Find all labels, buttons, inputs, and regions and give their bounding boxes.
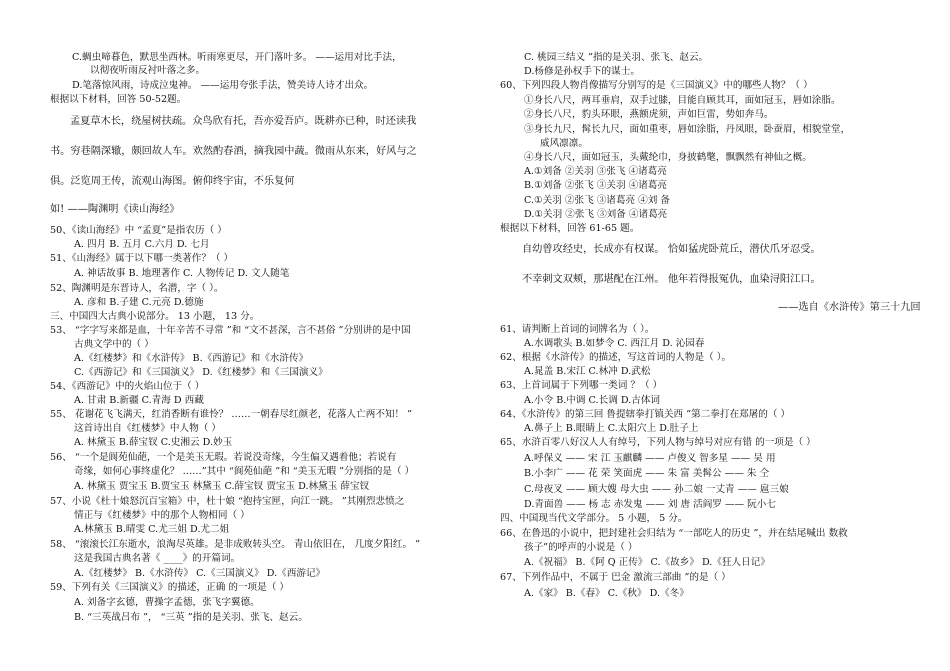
text-line: 根据以下材料，回答 61-65 题。 [500,223,640,234]
text-line: ①身长八尺，两耳垂肩，双手过膝，目能自顾其耳，面如冠玉，唇如涂脂。 [524,95,841,106]
text-line: 66、在鲁迅的小说中，把封建社会归结为 “一部吃人的历史 ”，并在结尾喊出 数救 [500,528,848,539]
text-line: 不幸刺文双颊，那堪配在江州。 他年若得报冤仇，血染浔阳江口。 [522,274,821,285]
text-line: A.小令 B.中调 C.长调 D.古体词 [524,395,661,406]
text-line: 59、下列有关《三国演义》的描述，正确 的一项是（ ） [50,582,289,593]
text-line: A. 刘备字玄德，曹操字孟德，张飞字翼德。 [74,597,260,608]
text-line: 67、下列作品中，不属于 巴金 激流三部曲 ”的是（ ） [500,572,731,583]
text-line: 书。穷巷隔深辙，颇回故人车。欢然酌春酒，摘我园中蔬。微雨从东来，好风与之 [50,146,417,157]
text-line: 俱。泛览周王传，流观山海图。俯仰终宇宙，不乐复何 [50,176,295,187]
text-line: 50、《读山海经》中 “孟夏”是指农历（ ） [50,225,227,236]
text-line: A.水调歌头 B.如梦令 C. 西江月 D. 沁园春 [524,338,705,349]
text-line: C.①关羽 ②张飞 ③诸葛亮 ④刘 备 [524,195,670,206]
text-line: A.《祝福》 B.《阿 Q 正传》 C.《故乡》 D.《狂人日记》 [524,557,770,568]
text-line: 63、上首词属于下列哪一类词 ？（ ） [500,380,663,391]
text-line: ——选自《水浒传》第三十九回 [778,302,921,313]
text-line: B.小李广 —— 花 荣 笑面虎 —— 朱 富 美髯公 —— 朱 仝 [524,468,770,479]
text-line: A.①刘备 ②关羽 ③张飞 ④诸葛亮 [524,166,667,177]
text-line: A.晁盖 B.宋江 C.林冲 D.武松 [524,366,651,377]
text-line: A.《红楼梦》 B.《水浒传》 C.《三国演义》 D.《西游记》 [74,568,326,579]
text-line: 64、《水浒传》的第三回 鲁提辖拳打镇关西 ”第二拳打在郑屠的（ ） [500,409,791,420]
text-line: ②身长八尺，豹头环眼，燕额虎须，声如巨雷，势如奔马。 [524,109,774,120]
text-line: D.①关羽 ②张飞 ③刘备 ④诸葛亮 [524,209,668,220]
text-line: 自幼曾攻经史，长成亦有权谋。 恰如猛虎卧荒丘，潜伏爪牙忍受。 [522,244,821,255]
text-line: A. 四月 B. 五月 C.六月 D. 七月 [74,239,210,250]
text-line: 62、根据《水浒传》的描述，写这首词的人物是（ ）。 [500,352,732,363]
text-line: A. 甘肃 B.新疆 C.青海 D 西藏 [74,395,204,406]
text-line: A.《家》 B.《春》 C.《秋》 D.《冬》 [524,588,689,599]
text-line: ③身长九尺，髯长九尺，面如重枣，唇如涂脂，丹凤眼，卧蚕眉，相貌堂堂， [524,124,851,135]
text-line: 四、中国现当代文学部分。 5 小题， 5 分。 [500,513,688,524]
text-line: A. 林黛玉 贾宝玉 B.贾宝玉 林黛玉 C.薛宝钗 贾宝玉 D.林黛玉 薛宝钗 [74,481,370,492]
text-line: 情正与《红楼梦》中的那个人物相同（ ） [74,510,250,521]
text-line: A.林黛玉 B.晴雯 C.尤三姐 D.尤二姐 [74,524,230,535]
text-line: A. 彦和 B.子建 C.元亮 D.德施 [74,297,204,308]
text-line: C.母夜叉 —— 顾大嫂 母大虫 —— 孙二娘 一丈青 —— 扈三娘 [524,484,789,495]
text-line: B. “三英战吕布 ”， “三英 ”指的是关羽、张飞、赵云。 [74,612,308,623]
text-line: 这首诗出自《红楼梦》中人物（ ） [74,423,221,434]
text-line: 54、《西游记》中的火焰山位于（ ） [50,381,205,392]
text-line: 奇缘，如何心事终虚化？ ……”其中 “阆苑仙葩 ”和 “美玉无暇 ”分别指的是（ ） [74,466,415,477]
text-line: C.《西游记》和《三国演义》 D.《红楼梦》和《三国演义》 [74,367,328,378]
text-line: 三、中国四大古典小说部分。 13 小题， 13 分。 [50,311,260,322]
text-line: 57、小说《杜十娘怒沉百宝箱》中，杜十娘 “抱持宝匣，向江一跳。 ”其刚烈悲愤之 [50,496,405,507]
text-line: C. 桃园三结义 ”指的是关羽、张飞、赵云。 [524,52,709,63]
text-line: D.杨修是孙权手下的谋士。 [524,66,640,77]
text-line: A.《红楼梦》和《水浒传》 B.《西游记》和《水浒传》 [74,353,309,364]
text-line: 古典文学中的（ ） [74,339,154,350]
text-line: 孩子”的呼声的小说是（ ） [524,542,638,553]
text-line: 55、 花谢花飞飞满天，红消香断有谁怜？ ……一朝春尽红颜老，花落人亡两不知！ ” [50,409,413,420]
text-line: D.青面兽 —— 杨 志 赤发鬼 —— 刘 唐 活阎罗 —— 阮小七 [524,499,776,510]
text-line: 61、请判断上首词的词牌名为（ ）。 [500,324,655,335]
text-line: A. 林黛玉 B.薛宝钗 C.史湘云 D.妙玉 [74,437,233,448]
text-line: A.呼保义 —— 宋 江 玉麒麟 —— 卢俊义 智多星 —— 吴 用 [524,453,776,464]
text-line: B.①刘备 ②张飞 ③关羽 ④诸葛亮 [524,180,667,191]
text-line: 58、 “滚滚长江东逝水，浪淘尽英雄。是非成败转头空。 青山依旧在， 几度夕阳红。 ” [50,539,420,550]
text-line: 60、下列四段人物肖像描写分别写的是《三国演义》中的哪些人物？（ ） [500,80,813,91]
text-line: 根据以下材料，回答 50-52题。 [50,94,187,105]
text-line: 53、 “字字写来都是血，十年辛苦不寻常 ”和 “文不甚深，言不甚俗 ”分别讲的是中国 [50,325,411,336]
text-line: 威风凛凛。 [540,138,588,149]
text-line: D.笔落惊风雨，诗成泣鬼神。 ——运用夸张手法，赞美诗人诗才出众。 [72,80,374,91]
text-line: ④身长八尺，面如冠玉，头戴纶巾，身披鹤氅，飘飘然有神仙之概。 [524,152,812,163]
text-line: A.鼻子上 B.眼睛上 C.太阳穴上 D.肚子上 [524,423,699,434]
text-line: 孟夏草木长，绕屋树扶疏。众鸟欣有托，吾亦爱吾庐。既耕亦已种，时还读我 [70,116,417,127]
text-line: 这是我国古典名著《 ____》的开篇词。 [74,553,241,564]
text-line: C.蜩虫啼暮色，默思坐西林。听雨寒更尽，开门落叶多。 ——运用对比手法， [72,52,402,63]
text-line: 51、《山海经》属于以下哪一类著作？（ ） [50,253,234,264]
text-line: 65、水浒百零八好汉人人有绰号，下列人物与绰号对应有错 的一项是（ ） [500,437,816,448]
text-line: 以彻夜听雨反衬叶落之多。 [90,65,206,76]
text-line: 52、陶渊明是东晋诗人，名潜，字（ ）。 [50,283,224,294]
text-line: A. 神话故事 B. 地理著作 C. 人物传记 D. 文人随笔 [74,268,290,279]
text-line: 56、 “一个是阆苑仙葩，一个是美玉无瑕。若说没奇缘，今生偏又遇着他；若说有 [50,452,397,463]
text-line: 如! ——陶渊明《读山海经》 [50,204,180,215]
